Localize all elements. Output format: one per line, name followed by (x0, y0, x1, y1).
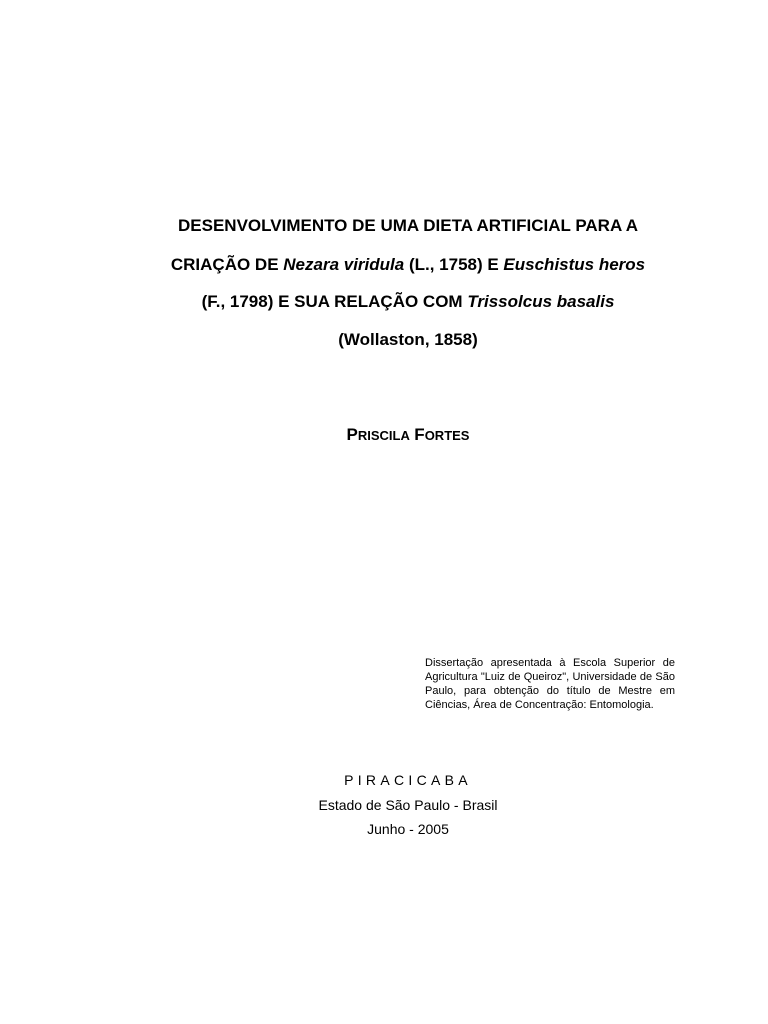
title-text: (F., 1798) E SUA RELAÇÃO COM (201, 292, 468, 311)
title-line-4 (0, 330, 768, 350)
title-line-2 (0, 255, 768, 275)
title-text: (L., 1758) E (404, 255, 504, 274)
author-first-name: RISCILA (357, 428, 410, 443)
title-text: (Wollaston, 1858) (338, 330, 478, 349)
title-text: CRIAÇÃO DE (170, 255, 284, 274)
date: Junho - 2005 (367, 821, 449, 837)
author-initial: F (414, 425, 425, 444)
author-initial: P (346, 425, 358, 444)
species-name: Nezara viridula (283, 255, 405, 274)
author-name (0, 424, 768, 447)
state-country: Estado de São Paulo - Brasil (318, 797, 498, 813)
city-name: PIRACICABA (344, 772, 472, 788)
title-line-1 (0, 216, 768, 236)
dissertation-statement: Dissertação apresentada à Escola Superior de Agricultura "Luiz de Queiroz", Universidade de São Paulo, para obtenção do título de Mestre em Ciências, Área de Concentração: Entomologia. (425, 657, 675, 711)
species-name: Trissolcus basalis (467, 292, 615, 311)
author-last-name: ORTES (424, 428, 470, 443)
title-line-3 (0, 292, 768, 312)
title-text: DESENVOLVIMENTO DE UMA DIETA ARTIFICIAL PARA A (178, 216, 638, 235)
species-name: Euschistus heros (503, 255, 646, 274)
